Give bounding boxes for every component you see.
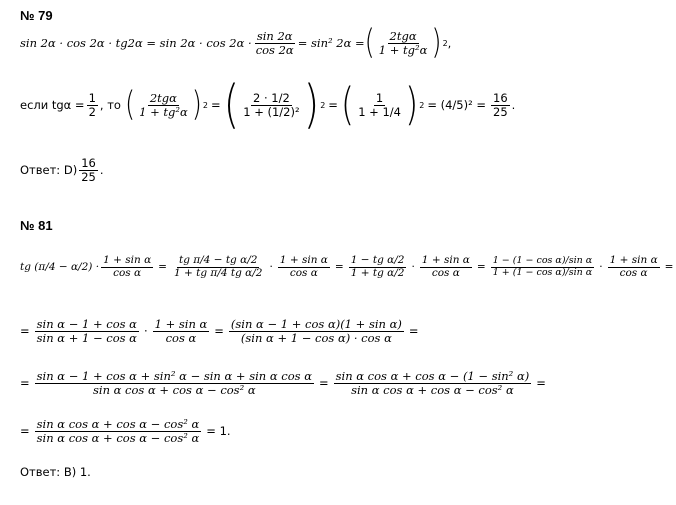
p81-l3-f2: $\frac{\text{sin α cos α + cos α − (1 − sin² α)}}{\text{sin α cos α + cos α − cos² α}}$ — [335, 369, 530, 397]
problem-81-title: № 81 — [20, 218, 53, 233]
p81-lead: tg (π/4 − α/2) · — [20, 261, 100, 274]
p79-if-text: если tgα = — [20, 98, 85, 112]
p81-l4-f1: $\frac{\text{sin α cos α + cos α − cos² α}}{\text{sin α cos α + cos α − cos² α}}$ — [36, 417, 200, 445]
p79-fraction-tg: $\frac{\text{2tgα}}{\text{1 + tg²α}}$ — [378, 29, 428, 57]
p81-answer: Ответ: B) 1. — [20, 465, 91, 479]
p79-answer: Ответ: D) $\frac{16}{25}$ . — [20, 156, 104, 184]
p79-half: $\frac{1}{2}$ — [88, 90, 96, 119]
p79-expr-b: = sin² 2α = — [297, 36, 365, 51]
p79-answer-label: Ответ: D) — [20, 163, 78, 178]
p81-equation-1: tg (π/4 − α/2) · $\frac{\text{1 + sin α}}{\text{cos α}}$ = $\frac{\text{tg π/4 − tg α/2}}{\text{1 + tg π/4 tg α/2}}$ · $\frac{\text{1 + sin α}}{\text{cos α}}$ = $\frac{\text{1 − tg α/2}}{\text{1 + tg α/2}}$ · $\frac{\text{1 + sin α}}{\text{cos α}}$ = $\frac{\text{1 − (1 − cos α)/sin α}}{\text{1 + (1 − cos α)/sin α}}$ · $\frac{\text{1 + sin α}}{\text{cos α}}$ = — [20, 254, 674, 279]
p79-answer-value: $\frac{16}{25}$ — [81, 156, 96, 184]
p81-l2-f1b: $\frac{\text{1 + sin α}}{\text{cos α}}$ — [154, 317, 208, 345]
p81-f4: $\frac{\text{1 − (1 − cos α)/sin α}}{\text{1 + (1 − cos α)/sin α}}$ — [492, 255, 593, 278]
p81-f3: $\frac{\text{1 − tg α/2}}{\text{1 + tg α/2}}$ — [350, 254, 405, 279]
p81-l2-f1: $\frac{\text{sin α − 1 + cos α}}{\text{sin α + 1 − cos α}}$ — [36, 317, 137, 345]
p79-fraction-sin-cos: $\frac{\sin 2\alpha}{\cos 2\alpha}$ — [255, 29, 294, 57]
p81-l3-f1: $\frac{\text{sin α − 1 + cos α + sin² α − sin α + sin α cos α}}{\text{sin α cos α + cos α − cos² α}}$ — [36, 369, 312, 397]
p79-expr-a: sin 2α · cos 2α · tg2α = sin 2α · cos 2α · — [20, 36, 252, 51]
p79-fraction-tg-2: $\frac{\text{2tgα}}{\text{1 + tg²α}}$ — [139, 90, 188, 119]
p81-f1: $\frac{\text{1 + sin α}}{\text{cos α}}$ — [103, 254, 152, 279]
p81-f1-c: $\frac{\text{1 + sin α}}{\text{cos α}}$ — [421, 254, 470, 279]
p81-l2-f2: $\frac{\text{(sin α − 1 + cos α)(1 + sin α)}}{\text{(sin α + 1 − cos α) · cos α}}$ — [230, 317, 402, 345]
p81-equation-3: = $\frac{\text{sin α − 1 + cos α + sin² α − sin α + sin α cos α}}{\text{sin α cos α + cos α − cos² α}}$ = $\frac{\text{sin α cos α + cos α − (1 − sin² α)}}{\text{sin α cos α + cos α − cos² α}}$ = — [20, 369, 546, 397]
p79-equation-2: если tgα = $\frac{1}{2}$ , то ( $\frac{\text{2tgα}}{\text{1 + tg²α}}$ ) 2 = ( $\frac{2 \cdot 1/2}{\text{1 + (1/2)²}}$ ) 2 = ( $\frac{1}{1 + 1/4}$ ) 2 = (4/5)² = $\frac{16}{25}$ . — [20, 75, 516, 135]
p81-f1-d: $\frac{\text{1 + sin α}}{\text{cos α}}$ — [609, 254, 658, 279]
problem-79-title: № 79 — [20, 8, 53, 23]
p79-fraction-simplified: $\frac{1}{1 + 1/4}$ — [358, 90, 401, 119]
p79-result: $\frac{16}{25}$ — [493, 90, 508, 119]
p81-equation-4: = $\frac{\text{sin α cos α + cos α − cos² α}}{\text{sin α cos α + cos α − cos² α}}$ = 1. — [20, 417, 231, 445]
p81-f2: $\frac{\text{tg π/4 − tg α/2}}{\text{1 + tg π/4 tg α/2}}$ — [173, 254, 263, 279]
p79-fraction-subst: $\frac{2 \cdot 1/2}{\text{1 + (1/2)²}}$ — [243, 90, 300, 119]
p81-f1-b: $\frac{\text{1 + sin α}}{\text{cos α}}$ — [279, 254, 328, 279]
p79-equation-1: sin 2α · cos 2α · tg2α = sin 2α · cos 2α · $\frac{\sin 2\alpha}{\cos 2\alpha}$ = sin² 2α = ( $\frac{\text{2tgα}}{\text{1 + tg²α}}$ ) 2 , — [20, 23, 452, 63]
p81-equation-2: = $\frac{\text{sin α − 1 + cos α}}{\text{sin α + 1 − cos α}}$ · $\frac{\text{1 + sin α}}{\text{cos α}}$ = $\frac{\text{(sin α − 1 + cos α)(1 + sin α)}}{\text{(sin α + 1 − cos α) · cos α}}$ = — [20, 317, 419, 345]
